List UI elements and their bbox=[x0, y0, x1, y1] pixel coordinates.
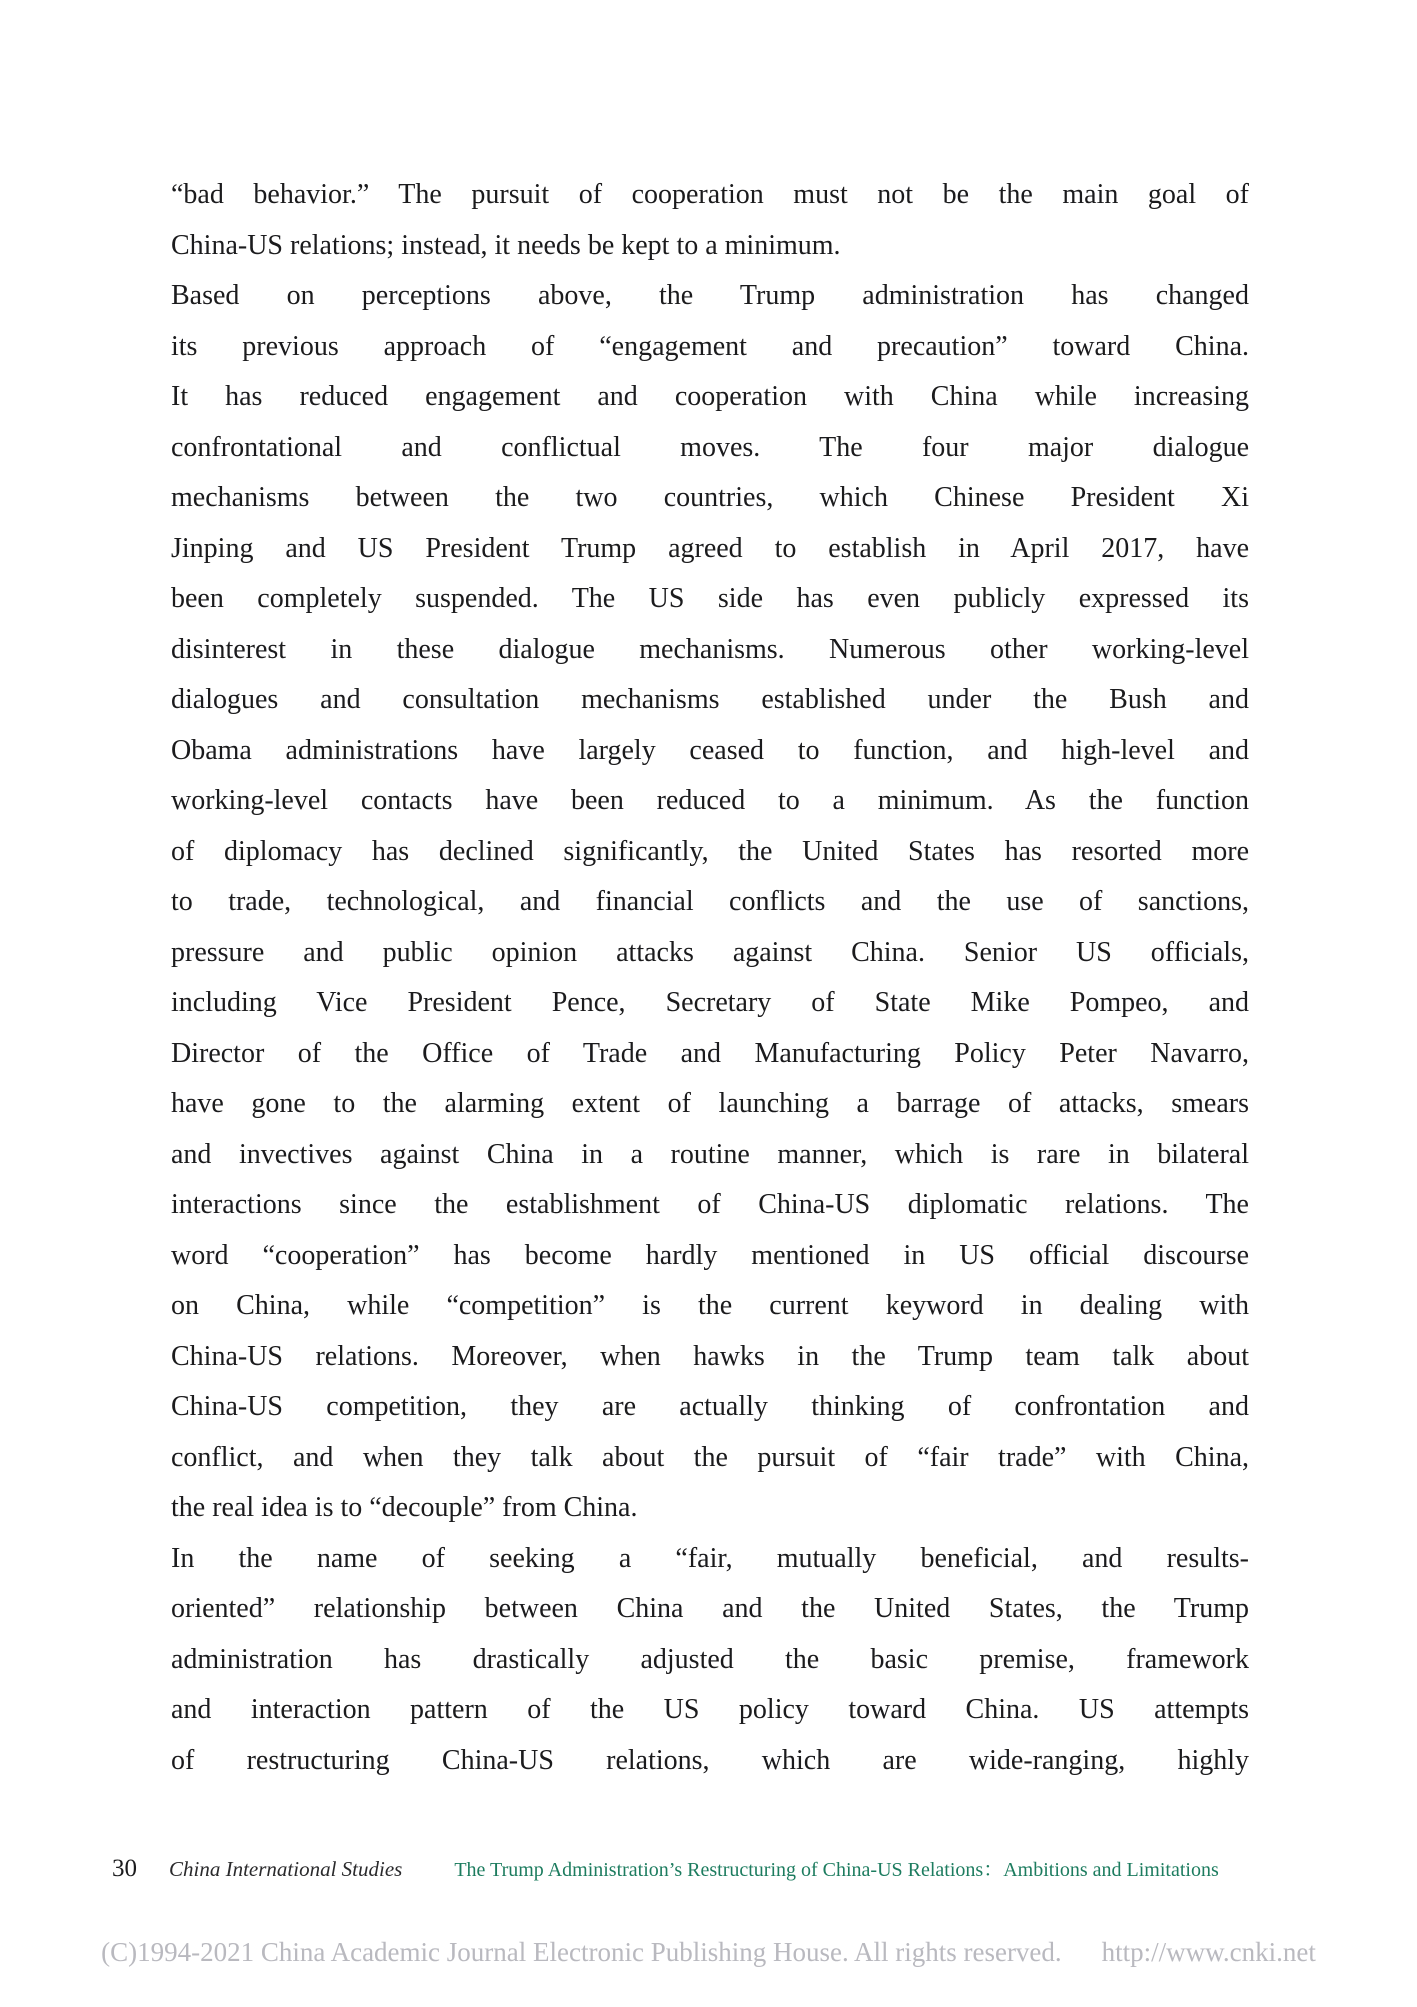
text-line: Director of the Office of Trade and Manufacturing Policy Peter Navarro, bbox=[171, 1037, 1249, 1069]
copyright-url: http://www.cnki.net bbox=[1101, 1937, 1316, 1967]
text-line: It has reduced engagement and cooperation with China while increasing bbox=[171, 381, 1249, 412]
text-line: oriented” relationship between China and the United States, the Trump bbox=[171, 1593, 1249, 1624]
article-title: The Trump Administration’s Restructuring of China-US Relations：Ambitions and Limitations bbox=[454, 1859, 1219, 1881]
text-line: confrontational and conflictual moves. The four major dialogue bbox=[171, 431, 1249, 463]
text-line: administration has drastically adjusted the basic premise, framework bbox=[171, 1643, 1249, 1675]
text-line: and interaction pattern of the US policy toward China. US attempts bbox=[171, 1694, 1249, 1725]
text-line: Obama administrations have largely ceased to function, and high-level and bbox=[171, 734, 1249, 766]
journal-name: China International Studies bbox=[169, 1857, 403, 1881]
text-line: including Vice President Pence, Secretary of State Mike Pompeo, and bbox=[171, 987, 1249, 1018]
text-line: on China, while “competition” is the current keyword in dealing with bbox=[171, 1290, 1249, 1321]
text-line: of restructuring China-US relations, which are wide-ranging, highly bbox=[171, 1744, 1249, 1776]
paragraph bbox=[171, 170, 1249, 271]
text-line: pressure and public opinion attacks against China. Senior US officials, bbox=[171, 936, 1249, 968]
text-line: Based on perceptions above, the Trump administration has changed bbox=[171, 280, 1249, 311]
text-line: and invectives against China in a routine manner, which is rare in bilateral bbox=[171, 1138, 1249, 1170]
text-line: of diplomacy has declined significantly, the United States has resorted more bbox=[171, 835, 1249, 867]
text-line: the real idea is to “decouple” from China. bbox=[171, 1492, 638, 1523]
copyright-notice: (C)1994-2021 China Academic Journal Electronic Publishing House. All rights reserved. bbox=[101, 1937, 1062, 1967]
page-number: 30 bbox=[112, 1855, 137, 1882]
text-line: Jinping and US President Trump agreed to establish in April 2017, have bbox=[171, 532, 1249, 564]
text-line: its previous approach of “engagement and precaution” toward China. bbox=[171, 330, 1249, 362]
text-line: China-US relations. Moreover, when hawks in the Trump team talk about bbox=[171, 1340, 1249, 1372]
text-line: word “cooperation” has become hardly mentioned in US official discourse bbox=[171, 1239, 1249, 1271]
text-line: disinterest in these dialogue mechanisms. Numerous other working-level bbox=[171, 633, 1249, 665]
text-line: In the name of seeking a “fair, mutually beneficial, and results- bbox=[171, 1542, 1249, 1574]
body-text bbox=[171, 170, 1249, 1786]
text-line: have gone to the alarming extent of launching a barrage of attacks, smears bbox=[171, 1088, 1249, 1119]
text-line: interactions since the establishment of China-US diplomatic relations. The bbox=[171, 1189, 1249, 1220]
paragraph bbox=[171, 1534, 1249, 1787]
footer bbox=[0, 1856, 1417, 1881]
paragraph bbox=[171, 271, 1249, 1534]
text-line: been completely suspended. The US side has even publicly expressed its bbox=[171, 583, 1249, 614]
text-line: “bad behavior.” The pursuit of cooperation must not be the main goal of bbox=[171, 179, 1249, 210]
text-line: to trade, technological, and financial conflicts and the use of sanctions, bbox=[171, 886, 1249, 917]
text-line: China-US relations; instead, it needs be kept to a minimum. bbox=[171, 229, 841, 261]
text-line: China-US competition, they are actually thinking of confrontation and bbox=[171, 1391, 1249, 1422]
copyright-strip bbox=[0, 1936, 1417, 1968]
text-line: conflict, and when they talk about the pursuit of “fair trade” with China, bbox=[171, 1441, 1249, 1473]
text-line: mechanisms between the two countries, which Chinese President Xi bbox=[171, 482, 1249, 513]
text-line: dialogues and consultation mechanisms established under the Bush and bbox=[171, 684, 1249, 715]
text-line: working-level contacts have been reduced to a minimum. As the function bbox=[171, 785, 1249, 816]
